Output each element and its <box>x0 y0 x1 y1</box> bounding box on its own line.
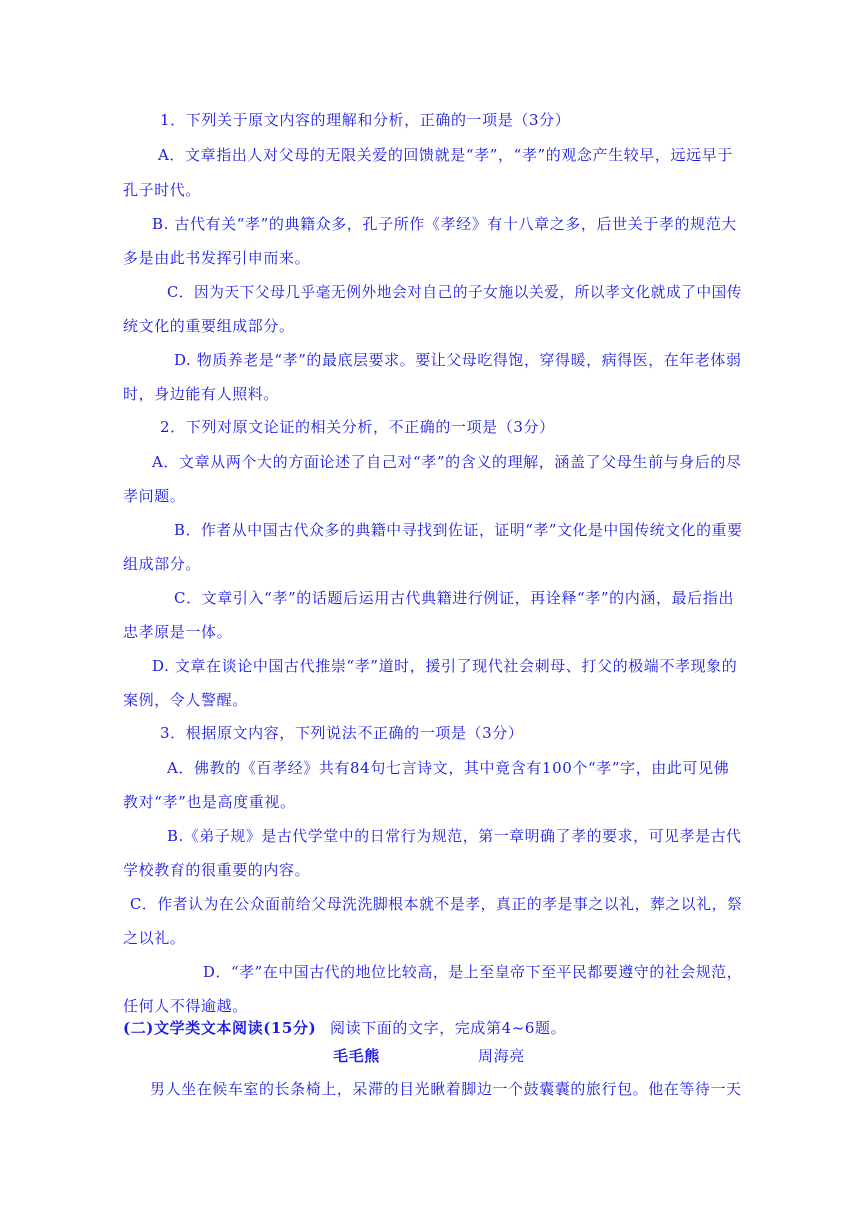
q2-option-a-cont: 孝问题。 <box>123 487 186 505</box>
q1-option-a: A．文章指出人对父母的无限关爱的回馈就是“孝”，“孝”的观念产生较早，远远早于 <box>158 146 733 164</box>
q3-option-b-cont: 学校教育的很重要的内容。 <box>123 861 311 879</box>
q2-option-b: B．作者从中国古代众多的典籍中寻找到佐证，证明“孝”文化是中国传统文化的重要 <box>174 521 743 539</box>
story-author: 周海亮 <box>478 1047 525 1065</box>
q2-option-c: C．文章引入“孝”的话题后运用古代典籍进行例证，再诠释“孝”的内涵，最后指出 <box>174 589 734 607</box>
q1-option-c: C．因为天下父母几乎毫无例外地会对自己的子女施以关爱，所以孝文化就成了中国传 <box>167 283 743 301</box>
q1-option-c-cont: 统文化的重要组成部分。 <box>123 317 295 335</box>
q2-option-b-cont: 组成部分。 <box>123 555 202 573</box>
q1-option-b-cont: 多是由此书发挥引申而来。 <box>123 249 311 267</box>
section-instruction: 阅读下面的文字，完成第4~6题。 <box>330 1019 567 1037</box>
q3-option-a-cont: 教对“孝”也是高度重视。 <box>123 793 296 811</box>
q2-option-d: D. 文章在谈论中国古代推崇“孝”道时，援引了现代社会刺母、打父的极端不孝现象的 <box>152 657 738 675</box>
section-heading: (二)文学类文本阅读(15分) <box>123 1019 317 1037</box>
q1-option-d-cont: 时，身边能有人照料。 <box>123 385 280 403</box>
story-title: 毛毛熊 <box>333 1047 380 1065</box>
q3-option-d-cont: 任何人不得逾越。 <box>123 997 248 1015</box>
q1-stem: 1．下列关于原文内容的理解和分析，正确的一项是（3分） <box>160 111 571 129</box>
q1-option-d: D. 物质养老是“孝”的最底层要求。要让父母吃得饱，穿得暖，病得医，在年老体弱 <box>174 351 742 369</box>
q3-option-a: A．佛教的《百孝经》共有84句七言诗文，其中竟含有100个“孝”字，由此可见佛 <box>167 759 730 777</box>
q1-option-b: B. 古代有关“孝”的典籍众多，孔子所作《孝经》有十八章之多，后世关于孝的规范大 <box>152 215 737 233</box>
q3-option-b: B.《弟子规》是古代学堂中的日常行为规范，第一章明确了孝的要求，可见孝是古代 <box>167 827 742 845</box>
story-paragraph: 男人坐在候车室的长条椅上，呆滞的目光瞅着脚边一个鼓囊囊的旅行包。他在等待一天 <box>150 1080 742 1098</box>
q2-stem: 2．下列对原文论证的相关分析，不正确的一项是（3分） <box>160 418 555 436</box>
q1-option-a-cont: 孔子时代。 <box>123 181 202 199</box>
q2-option-c-cont: 忠孝原是一体。 <box>123 623 233 641</box>
q3-option-c: C．作者认为在公众面前给父母洗洗脚根本就不是孝，真正的孝是事之以礼，葬之以礼，祭 <box>130 895 743 913</box>
q3-option-d: D．“孝”在中国古代的地位比较高，是上至皇帝下至平民都要遵守的社会规范， <box>203 963 743 981</box>
q3-option-c-cont: 之以礼。 <box>123 929 186 947</box>
q2-option-d-cont: 案例，令人警醒。 <box>123 691 248 709</box>
q2-option-a: A．文章从两个大的方面论述了自己对“孝”的含义的理解，涵盖了父母生前与身后的尽 <box>152 453 742 471</box>
q3-stem: 3．根据原文内容，下列说法不正确的一项是（3分） <box>160 724 524 742</box>
